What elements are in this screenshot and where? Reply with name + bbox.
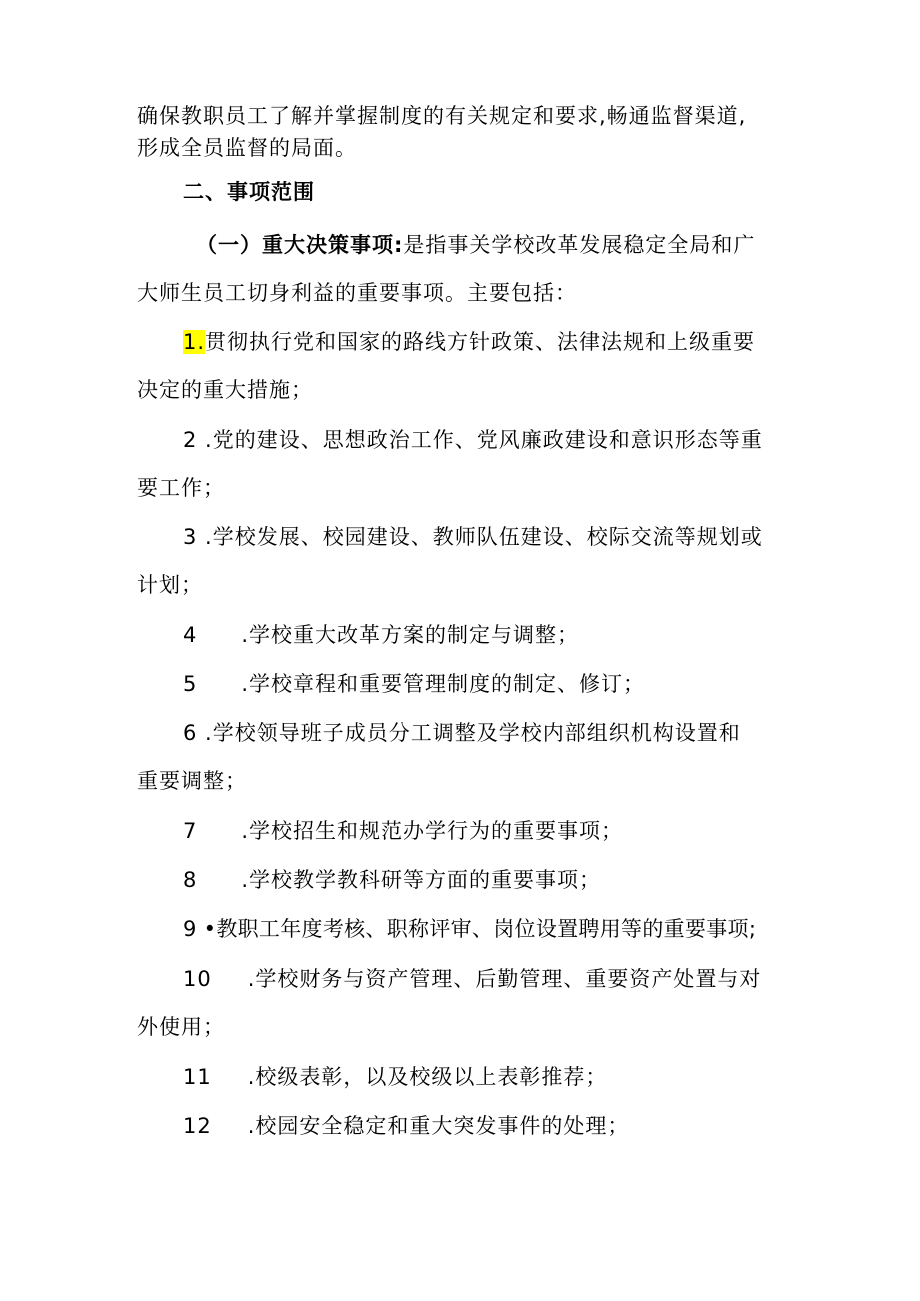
- list-item-text: .学校财务与资产管理、后勤管理、重要资产处置与对: [247, 967, 762, 991]
- paragraph-line: 大师生员工切身利益的重要事项。主要包括：: [137, 281, 577, 305]
- list-item-text: .学校招生和规范办学行为的重要事项；: [241, 819, 624, 843]
- list-item-text: .学校章程和重要管理制度的制定、修订；: [241, 672, 646, 696]
- list-item-9: 9 •教职工年度考核、职称评审、岗位设置聘用等的重要事项;: [183, 917, 757, 941]
- list-item-number: 11: [183, 1065, 212, 1089]
- list-item-8: [183, 864, 601, 896]
- paragraph-line: 确保教职员工了解并掌握制度的有关规定和要求,畅通监督渠道,: [137, 104, 747, 128]
- list-item-number: 7: [183, 819, 198, 843]
- list-item-11: [183, 1061, 607, 1093]
- list-item-number: 10: [183, 967, 212, 991]
- list-item-5: [183, 668, 645, 700]
- list-item-2: 2 .党的建设、思想政治工作、党风廉政建设和意识形态等重: [183, 428, 763, 452]
- list-item-number: 4: [183, 623, 198, 647]
- subsection-title: （一）重大决策事项:: [196, 233, 404, 257]
- list-item-continuation: 要工作；: [137, 476, 225, 500]
- list-item-1: [183, 326, 755, 358]
- list-item-7: [183, 815, 623, 847]
- list-item-continuation: 决定的重大措施；: [137, 378, 313, 402]
- list-item-text: .校园安全稳定和重大突发事件的处理；: [247, 1114, 630, 1138]
- list-item-text: .校级表彰，以及校级以上表彰推荐；: [247, 1065, 608, 1089]
- paragraph-line: 形成全员监督的局面。: [137, 136, 357, 160]
- list-item-6: 6 .学校领导班子成员分工调整及学校内部组织机构设置和: [183, 721, 741, 745]
- list-item-10: [183, 963, 761, 995]
- subsection-line: [196, 229, 755, 261]
- list-item-text: .学校教学教科研等方面的重要事项；: [241, 868, 602, 892]
- list-item-12: [183, 1110, 629, 1142]
- list-item-number: 12: [183, 1114, 212, 1138]
- list-item-continuation: 重要调整；: [137, 769, 247, 793]
- list-item-number: 8: [183, 868, 198, 892]
- list-item-text: 贯彻执行党和国家的路线方针政策、法律法规和上级重要: [205, 330, 756, 354]
- list-item-number: 5: [183, 672, 198, 696]
- list-item-continuation: 外使用；: [137, 1015, 225, 1039]
- list-item-text: .学校重大改革方案的制定与调整；: [241, 623, 580, 647]
- highlighted-number: 1.: [183, 330, 206, 354]
- list-item-continuation: 计划；: [137, 573, 203, 597]
- subsection-text: 是指事关学校改革发展稳定全局和广: [403, 233, 756, 257]
- list-item-3: 3 .学校发展、校园建设、教师队伍建设、校际交流等规划或: [183, 525, 763, 549]
- list-item-4: [183, 619, 579, 651]
- section-heading: 二、事项范围: [183, 180, 315, 204]
